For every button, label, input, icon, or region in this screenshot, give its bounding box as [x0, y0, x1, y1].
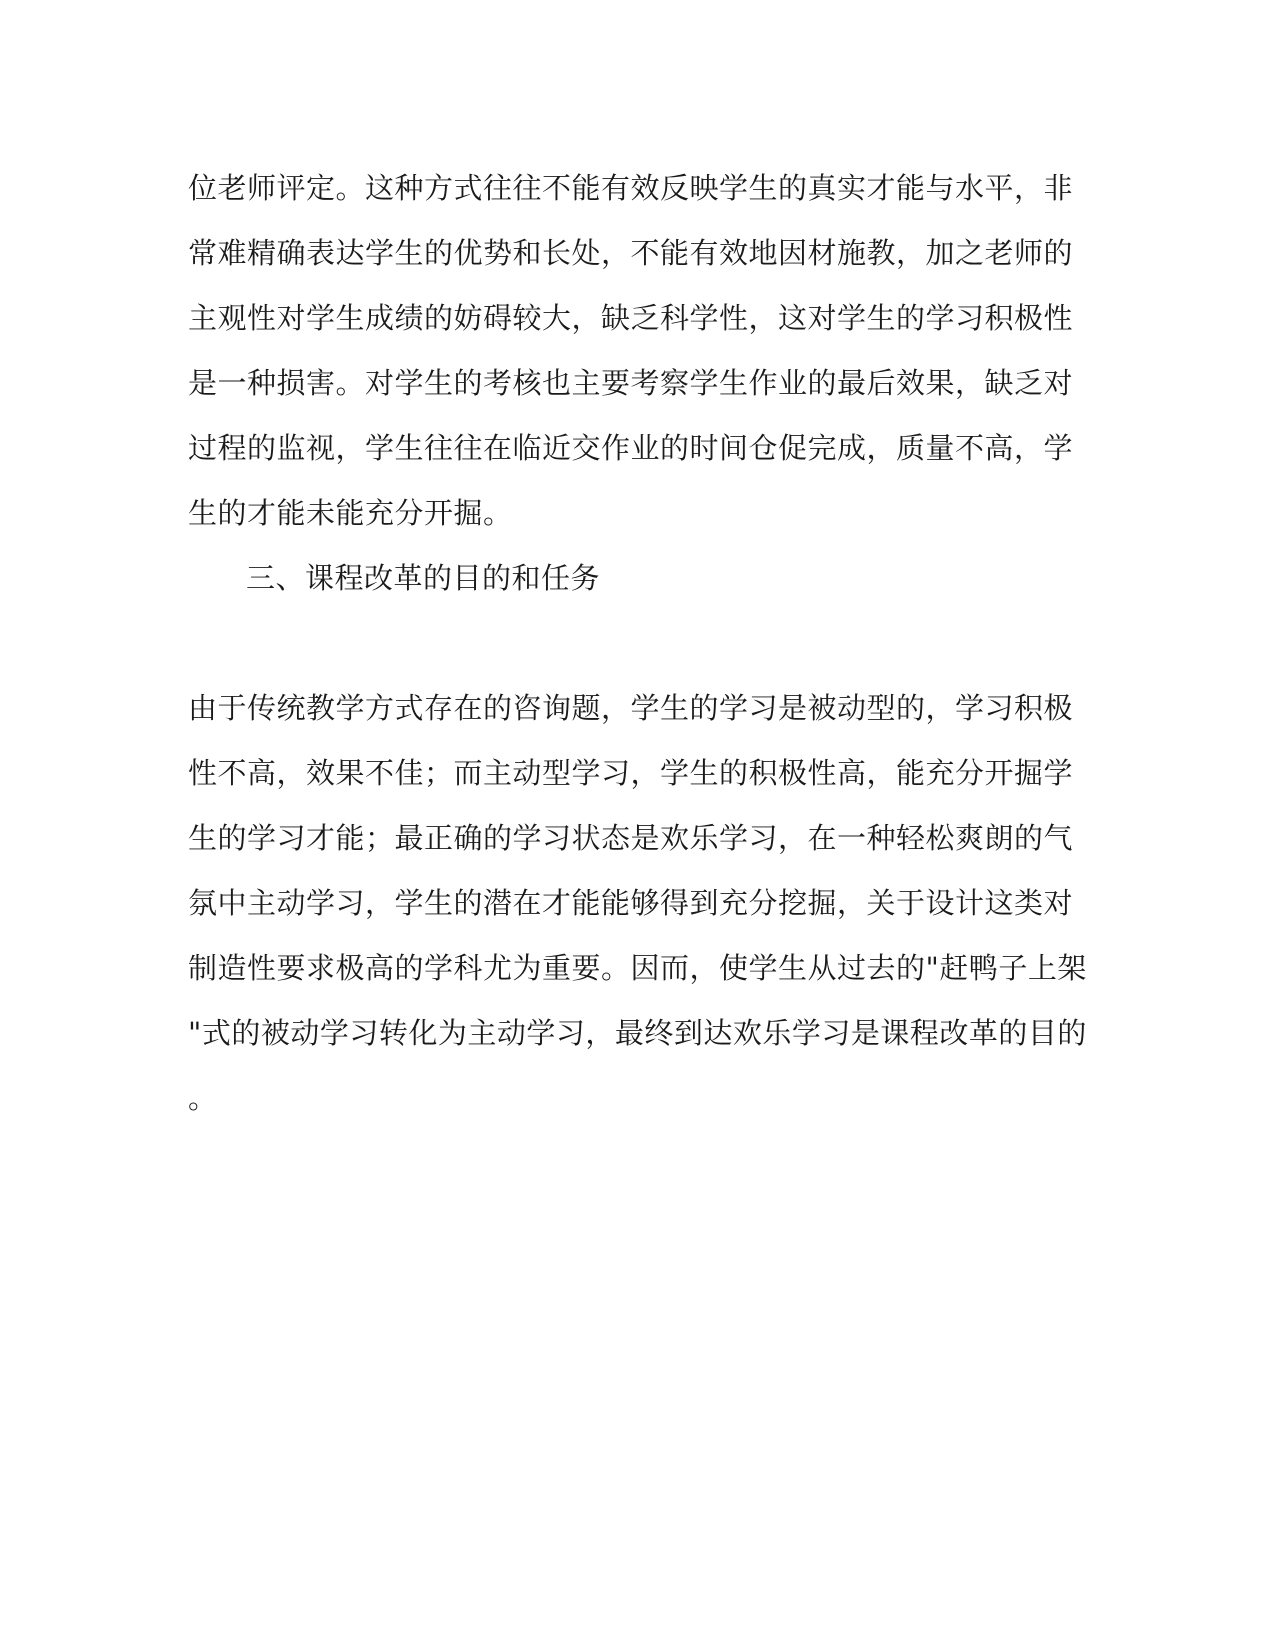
paragraph-2-line-7: 。: [188, 1081, 218, 1115]
paragraph-1-line-2: 常难精确表达学生的优势和长处，不能有效地因材施教，加之老师的: [188, 236, 1074, 270]
paragraph-2-line-2: 性不高，效果不佳；而主动型学习，学生的积极性高，能充分开掘学: [188, 756, 1074, 790]
paragraph-1-line-1: 位老师评定。这种方式往往不能有效反映学生的真实才能与水平，非: [188, 171, 1074, 205]
paragraph-1-line-6: 生的才能未能充分开掘。: [188, 496, 513, 530]
paragraph-2-line-6: "式的被动学习转化为主动学习，最终到达欢乐学习是课程改革的目的: [188, 1016, 1087, 1050]
paragraph-2-line-4: 氛中主动学习，学生的潜在才能能够得到充分挖掘，关于设计这类对: [188, 886, 1074, 920]
paragraph-1-line-3: 主观性对学生成绩的妨碍较大，缺乏科学性，这对学生的学习积极性: [188, 301, 1074, 335]
section-heading: 三、课程改革的目的和任务: [246, 561, 601, 595]
paragraph-1-line-4: 是一种损害。对学生的考核也主要考察学生作业的最后效果，缺乏对: [188, 366, 1074, 400]
paragraph-1-line-5: 过程的监视，学生往往在临近交作业的时间仓促完成，质量不高，学: [188, 431, 1074, 465]
paragraph-2-line-5: 制造性要求极高的学科尤为重要。因而，使学生从过去的"赶鸭子上架: [188, 951, 1087, 985]
paragraph-2-line-3: 生的学习才能；最正确的学习状态是欢乐学习，在一种轻松爽朗的气: [188, 821, 1074, 855]
paragraph-2-line-1: 由于传统教学方式存在的咨询题，学生的学习是被动型的，学习积极: [188, 691, 1074, 725]
